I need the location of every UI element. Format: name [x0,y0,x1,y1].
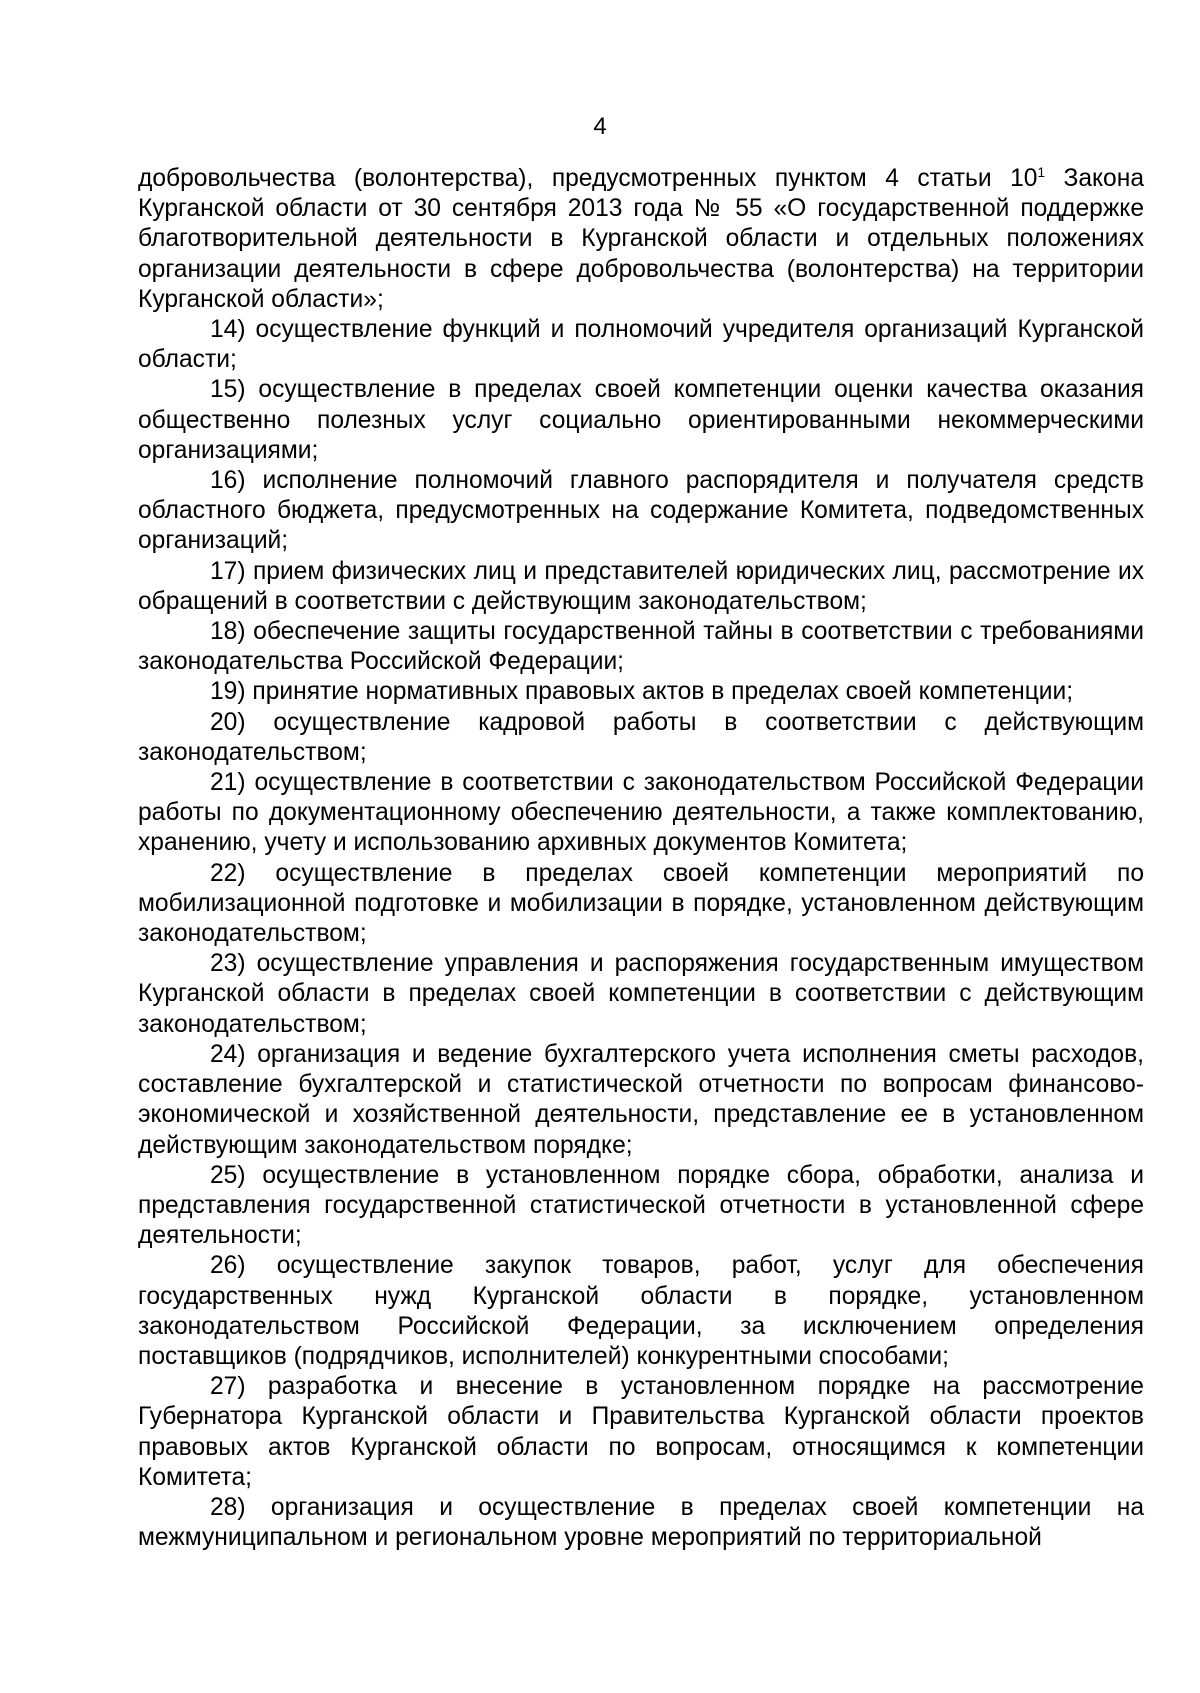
list-item-23: 23) осуществление управления и распоряжения государственным имуществом Курганской области в пределах своей компетенции в соответствии с действующим законодательством; [138,950,1144,1038]
list-item-20: 20) осуществление кадровой работы в соответствии с действующим законодательством; [138,708,1144,766]
page-number: 4 [593,113,607,140]
list-item-15: 15) осуществление в пределах своей компетенции оценки качества оказания общественно полезных услуг социально ориентированными некоммерческими организациями; [138,376,1144,464]
intro-text: добровольчества (волонтерства), предусмотренных пунктом 4 статьи 10 [138,165,1038,192]
list-item-26: 26) осуществление закупок товаров, работ, услуг для обеспечения государственных нужд Курганской области в порядке, установленном законодательством Российской Федерации, за исключением определения поставщиков (подрядчиков, исполнителей) конкурентными способами; [138,1252,1144,1370]
list-item-17: 17) прием физических лиц и представителей юридических лиц, рассмотрение их обращений в соответствии с действующим законодательством; [138,557,1144,615]
list-item-18: 18) обеспечение защиты государственной тайны в соответствии с требованиями законодательства Российской Федерации; [138,618,1144,676]
list-item-28: 28) организация и осуществление в пределах своей компетенции на межмуниципальном и региональном уровне мероприятий по территориальной [138,1493,1144,1552]
paragraph-intro [138,164,1144,315]
list-item-22: 22) осуществление в пределах своей компетенции мероприятий по мобилизационной подготовке и мобилизации в порядке, установленном действующим законодательством; [138,859,1144,948]
list-item-24: 24) организация и ведение бухгалтерского учета исполнения сметы расходов, составление бухгалтерской и статистической отчетности по вопросам финансово-экономической и хозяйственной деятельности, представление ее в установленном действующим законодательством порядке; [138,1040,1144,1159]
list-item-14: 14) осуществление функций и полномочий учредителя организаций Курганской области; [138,316,1144,374]
superscript: 1 [1037,164,1045,180]
list-item-19: 19) принятие нормативных правовых актов в пределах своей компетенции; [210,678,1074,706]
list-item-16: 16) исполнение полномочий главного распорядителя и получателя средств областного бюджета, предусмотренных на содержание Комитета, подведомственных организаций; [138,467,1144,555]
list-item-27: 27) разработка и внесение в установленном порядке на рассмотрение Губернатора Курганской области и Правительства Курганской области проектов правовых актов Курганской области по вопросам, относящимся к компетенции Комитета; [138,1373,1144,1491]
document-body [138,164,1144,1553]
intro-text-cont: Закона Курганской области от 30 сентября 2013 года № 55 «О государственной поддержке благотворительной деятельности в Курганской области и отдельных положениях организации деятельности в сфере добровольчества (волонтерства) на территории Курганской области»; [138,165,1144,313]
list-item-25: 25) осуществление в установленном порядке сбора, обработки, анализа и представления государственной статистической отчетности в установленной сфере деятельности; [138,1161,1144,1250]
list-item-21: 21) осуществление в соответствии с законодательством Российской Федерации работы по документационному обеспечению деятельности, а также комплектованию, хранению, учету и использованию архивных документов Комитета; [138,769,1144,857]
